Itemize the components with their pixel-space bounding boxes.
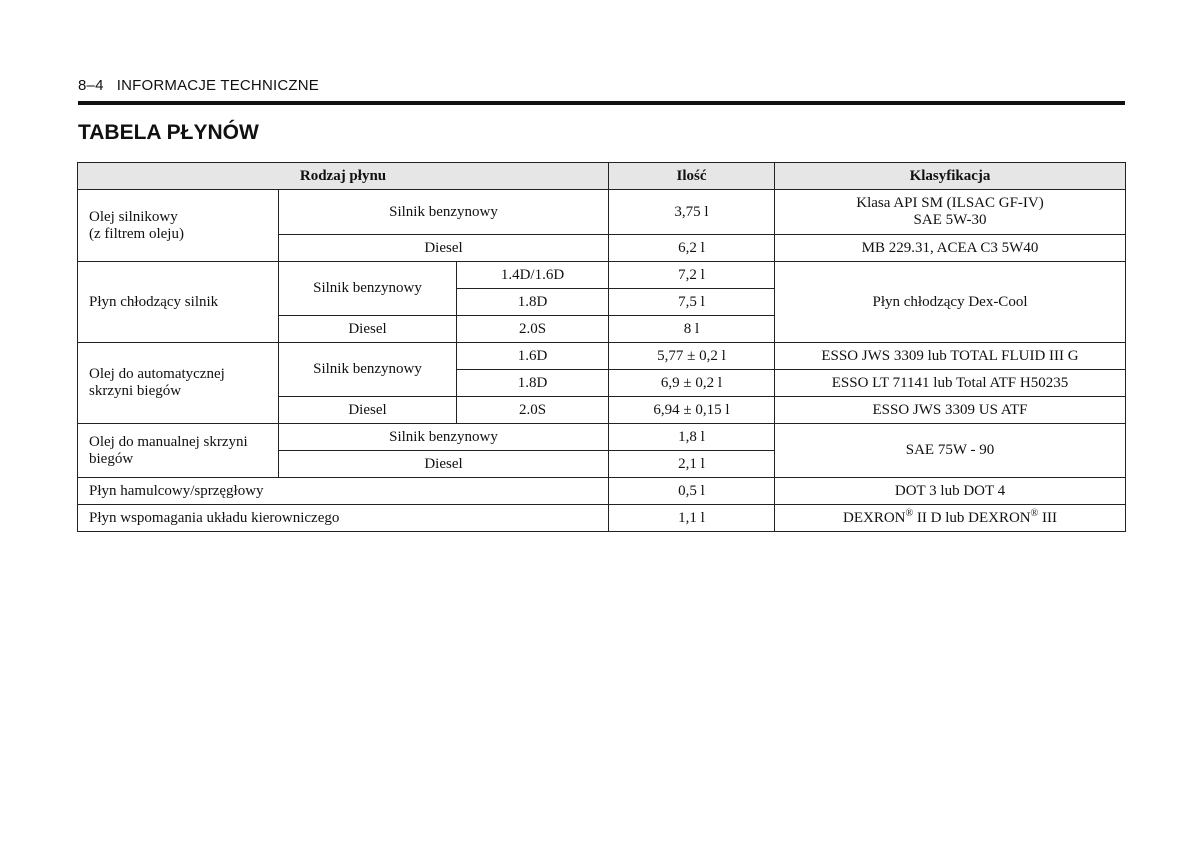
manual-trans-diesel: Diesel: [279, 451, 609, 478]
auto-trans-qty-1: 5,77 ± 0,2 l: [609, 343, 775, 370]
auto-trans-engine-1: 1.6D: [457, 343, 609, 370]
manual-trans-diesel-qty: 2,1 l: [609, 451, 775, 478]
section-title: TABELA PŁYNÓW: [78, 121, 259, 144]
engine-oil-petrol-class: [775, 190, 1126, 235]
engine-oil-diesel-class: MB 229.31, ACEA C3 5W40: [775, 235, 1126, 262]
header-classification: Klasyfikacja: [775, 163, 1126, 190]
coolant-engine-1: 1.4D/1.6D: [457, 262, 609, 289]
manual-trans-label-line1: Olej do manualnej skrzyni: [89, 433, 248, 450]
manual-trans-petrol: Silnik benzynowy: [279, 424, 609, 451]
table-row: [78, 190, 1126, 235]
manual-trans-label: [78, 424, 279, 478]
auto-trans-engine-3: 2.0S: [457, 397, 609, 424]
engine-oil-label-line1: Olej silnikowy: [89, 208, 178, 225]
auto-trans-label-line1: Olej do automatycznej: [89, 366, 225, 382]
manual-trans-classification: SAE 75W - 90: [775, 424, 1126, 478]
brake-fluid-classification: DOT 3 lub DOT 4: [775, 478, 1126, 505]
header-rule: [78, 101, 1125, 105]
engine-oil-petrol-qty: 3,75 l: [609, 190, 775, 235]
steering-fluid-label: Płyn wspomagania układu kierowniczego: [78, 505, 609, 532]
engine-oil-petrol-class-line1: Klasa API SM (ILSAC GF-IV): [856, 195, 1044, 211]
engine-oil-petrol: Silnik benzynowy: [279, 190, 609, 235]
auto-trans-petrol: Silnik benzynowy: [279, 343, 457, 397]
engine-oil-diesel-qty: 6,2 l: [609, 235, 775, 262]
registered-mark-2: ®: [1030, 507, 1039, 519]
manual-trans-petrol-qty: 1,8 l: [609, 424, 775, 451]
brake-fluid-qty: 0,5 l: [609, 478, 775, 505]
engine-oil-label-line2: (z filtrem oleju): [89, 225, 184, 242]
auto-trans-qty-2: 6,9 ± 0,2 l: [609, 370, 775, 397]
coolant-qty-3: 8 l: [609, 316, 775, 343]
fluids-table: [77, 162, 1126, 532]
auto-trans-qty-3: 6,94 ± 0,15 l: [609, 397, 775, 424]
coolant-qty-1: 7,2 l: [609, 262, 775, 289]
manual-trans-label-line2: biegów: [89, 450, 134, 467]
auto-trans-engine-2: 1.8D: [457, 370, 609, 397]
engine-oil-diesel: Diesel: [279, 235, 609, 262]
table-header-row: [78, 163, 1126, 190]
table-row: [78, 478, 1126, 505]
auto-trans-label: [78, 343, 279, 424]
table-row: [78, 343, 1126, 370]
engine-oil-petrol-class-line2: SAE 5W-30: [913, 212, 987, 228]
table-row: [78, 424, 1126, 451]
header-quantity: Ilość: [609, 163, 775, 190]
coolant-engine-2: 1.8D: [457, 289, 609, 316]
coolant-classification: Płyn chłodzący Dex-Cool: [775, 262, 1126, 343]
coolant-petrol: Silnik benzynowy: [279, 262, 457, 316]
coolant-label: Płyn chłodzący silnik: [78, 262, 279, 343]
auto-trans-label-line2: skrzyni biegów: [89, 383, 182, 399]
steering-fluid-qty: 1,1 l: [609, 505, 775, 532]
table-row: [78, 262, 1126, 289]
registered-mark-1: ®: [905, 507, 914, 519]
brake-fluid-label: Płyn hamulcowy/sprzęgłowy: [78, 478, 609, 505]
engine-oil-label: [78, 190, 279, 262]
auto-trans-class-2: ESSO LT 71141 lub Total ATF H50235: [775, 370, 1126, 397]
coolant-qty-2: 7,5 l: [609, 289, 775, 316]
coolant-engine-3: 2.0S: [457, 316, 609, 343]
header-fluid-type: Rodzaj płynu: [78, 163, 609, 190]
auto-trans-class-1: ESSO JWS 3309 lub TOTAL FLUID III G: [775, 343, 1126, 370]
table-row: [78, 505, 1126, 532]
steering-fluid-classification: [775, 505, 1126, 532]
page-header: 8–4 INFORMACJE TECHNICZNE: [78, 77, 319, 94]
steering-class-part1: DEXRON: [843, 509, 906, 526]
steering-class-part2: II D lub DEXRON: [913, 509, 1031, 526]
auto-trans-class-3: ESSO JWS 3309 US ATF: [775, 397, 1126, 424]
coolant-diesel: Diesel: [279, 316, 457, 343]
steering-class-part3: III: [1038, 509, 1057, 526]
auto-trans-diesel: Diesel: [279, 397, 457, 424]
